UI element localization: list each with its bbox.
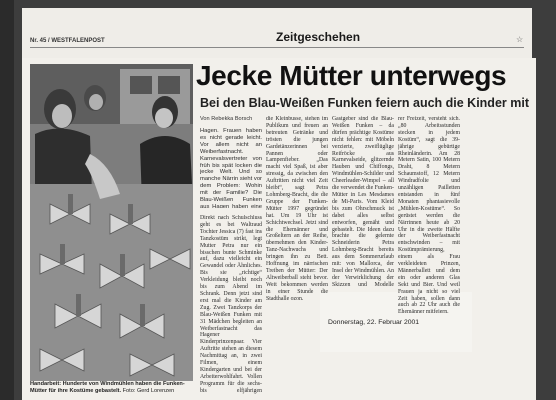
photo-credit: Foto: Gerd Lorenzen xyxy=(122,388,175,394)
paper-issue: Nr. 45 / WESTFALENPOST xyxy=(30,38,105,44)
article-subhead: Bei den Blau-Weißen Funken feiern auch die Kinder mit xyxy=(200,96,529,110)
header-divider xyxy=(30,47,524,48)
caption-text: Handarbeit: Hunderte von Windmühlen haben die Funken-Mütter für ihre Kostüme gebastelt. xyxy=(30,381,185,394)
article-column-4: rer Freizeit, versteht sich. „80 Arbeitsstunden stecken in jedem Kostüm“, sagt die 39-jährige gebürtige Rheinländerin. Am 28 Metern Satin, 100 Metern Draht, 8 Metern Schaumstoff, 12 Metern Windradfolie und unzähligen Pailletten entstanden in fünf Monaten phantasievolle „Mühlen-Kostüme“. So gerüstet werden die Närrinnen heute ab 20 Uhr in die zweite Hälfte der Weiberfastnacht entschwinden – mit Kostümprämierung, einem als Frau verkleideten Prinzen, Männerballett und dem ein oder anderen Glas Sekt und Bier. Und weil Frauen ja nicht so viel Zeit haben, sollen dann auch ab 22 Uhr auch die Ehemänner mitfeiern. xyxy=(398,116,460,316)
article-byline: Von Rebekka Borsch xyxy=(200,116,253,122)
article-column-3: Gastgeber sind die Blau-Weißen Funken – da dürfen prächtige Kostüme nicht fehlen: mit Möbeln verzierte, zweiflüglige Reifröcke aus Karnevalseide, glitzernde Hauben und Chiffongs, Windmühlen-Schilder und Cheerleader-Wimpel – all die verwendet die Funken-Mütter in Les Mesdames de Mi-Paris. Vom Kleid bis zum Ohrschmuck ist dabei alles selbst entworfen, gemäht und gebastelt. Die Ideen dazu brachte die gelernte Schneiderin Petra Lohmberg-Bracht bereits aus dem Sommerurlaub mit: von Mallorca, der Insel der Windmühlen. An der Verwirklichung der Skizzen und Modelle xyxy=(332,116,394,288)
article-headline: Jecke Mütter unterwegs xyxy=(196,60,507,91)
section-title: Zeitgeschehen xyxy=(276,30,361,44)
photo-scene xyxy=(30,64,193,381)
star-icon: ☆ xyxy=(516,35,524,44)
clipping-date: Donnerstag, 22. Februar 2001 xyxy=(328,319,420,326)
article-column-2: die Kleinbusse, stehen im Publikum und freuen an betreuten Getränke und trösten die jungen Gardetänzerinnen bei Pannen oder Lampenfieber. „Das macht viel Spaß, ist aber stressig, da zwischen den Auftritten nicht viel Zeit bleibt“, sagt Petra Lohmberg-Bracht, die die Gruppe der Funken-Mütter 1997 gegründet hat. Um 19 Uhr ist Schichtwechsel. Jetzt sind die Ehemänner und Großeltern an der Reihe, übernehmen den Kinder-Tanz-Nachwuchs und bringen ihn zu Bett. Hoffnung im närrischen Treiben der Mütter: Der Altweiberball steht bevor. Weit bekommen werden in einer Stunde die Stadthalle ozon. xyxy=(266,116,328,302)
article-intro: Hagen. Frauen haben es nicht gerade leicht. Vor allem nicht an Weiberfastnacht. Karnevalsvertreter von früh bis spät locken die jecke Welt. Und so manche Närrin sieht vor dem Problem: Wohin mit der Familie? Die Blau-Weißen Funken aus Hagen haben eine xyxy=(200,128,262,208)
photo-caption xyxy=(30,381,200,395)
article-column-1: Direkt nach Schulschluss geht es bei Waltraud Tochter Jessica (7) fast ins Tanzkostüm strikt, legt Mutter Petra nur ein bisschen bunte Schminke auf, dazu vielleicht ein Gewandel oder Ähnliches. Bis sie „richtige“ Verkleidung bleibt noch bis zum Abend im Schrank. Denn jetzt sind erst mal die Kinder am Zug. Zwei Tanzkorps der Blau-Weißen Funken mit 31 Mädchen begleiten an Weiberfastnacht das Hagener Kinderprinzenpaar. Vier Auftritte stehen an diesem Nachmittag an, in zwei Filmen, einem Kindergarten und bei der Arbeiterwohlfahrt. Vollen Programm für die sechs- bis elfjährigen xyxy=(200,215,262,394)
scan-edge xyxy=(0,0,14,400)
article-photo xyxy=(30,64,193,381)
